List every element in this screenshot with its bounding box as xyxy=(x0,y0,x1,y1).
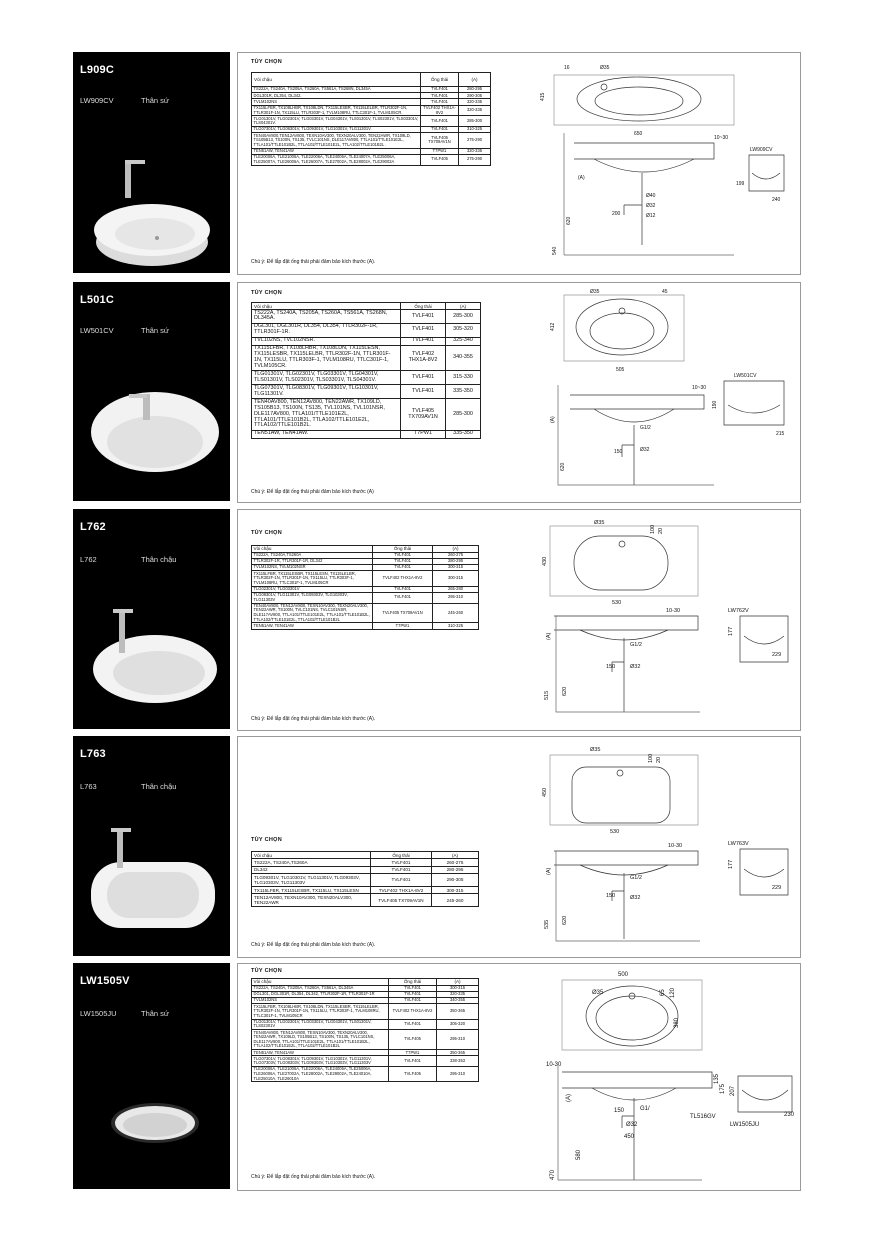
dim-label: LW762V xyxy=(728,608,749,614)
dim-label: Ø32 xyxy=(626,1122,638,1128)
faucet-cell: DL342 xyxy=(252,866,371,873)
product-code: L909C xyxy=(80,64,115,76)
dim-label: 100 xyxy=(650,524,656,534)
a-cell: 305-320 xyxy=(446,323,481,337)
dim-label: 415 xyxy=(540,92,546,101)
table-row xyxy=(252,571,479,586)
dim-label: 10-30 xyxy=(666,608,681,614)
table-row xyxy=(252,371,481,385)
drain-cell: T7PW1 xyxy=(389,1050,437,1056)
dim-label: 620 xyxy=(566,216,572,225)
faucet-cell: TLG09301V, TLG11301V, TLG09303V, TLG10303V, TLG11303V xyxy=(252,592,373,603)
col-header: (A) xyxy=(432,852,479,859)
a-cell: 340-355 xyxy=(446,345,481,371)
dim-label: 10-30 xyxy=(668,843,683,849)
sub-code: LW501CV xyxy=(80,326,114,335)
options-title: TÙY CHỌN xyxy=(251,59,283,65)
faucet-cell: TS222A, TS240A, TS205A, TS260A, TS561A, TS268N, DL345A xyxy=(252,87,421,93)
a-cell: 275-290 xyxy=(459,154,491,165)
a-cell: 310-325 xyxy=(433,623,479,629)
dim-label: 10~30 xyxy=(692,385,707,391)
a-cell: 320-335 xyxy=(459,99,491,105)
dim-label: 150 xyxy=(606,664,616,670)
drain-cell: TVLF401 xyxy=(373,558,433,564)
product-code: LW1505V xyxy=(80,975,130,987)
dim-label: 200 xyxy=(612,211,621,217)
options-title: TÙY CHỌN xyxy=(251,968,283,974)
col-header: (A) xyxy=(446,303,481,310)
dim-label: 100 xyxy=(648,753,654,763)
faucet-cell: TS222A, TS240A,TS260A xyxy=(252,552,373,558)
product-l762 xyxy=(73,509,801,729)
faucet-cell: TX115LFBR, TX115LESBR, TX115LU, TX115LESN xyxy=(252,887,371,894)
table-row xyxy=(252,323,481,337)
drain-cell: TVLF402 THX1A-8V2 xyxy=(373,571,433,586)
dim-label: 10~30 xyxy=(714,135,729,141)
dim-label: 150 xyxy=(614,1108,625,1114)
dim-label: Ø35 xyxy=(594,520,605,526)
dim-label: 199 xyxy=(736,181,745,187)
dim-label: 540 xyxy=(552,246,558,255)
dim-label: Ø35 xyxy=(590,747,601,753)
drain-cell: TVLF405 TX709AV1N xyxy=(401,399,446,431)
drain-cell: TVLF401 xyxy=(401,371,446,385)
dim-label: 177 xyxy=(728,626,734,636)
dim-label: G1/2 xyxy=(630,875,642,881)
a-cell: 300-315 xyxy=(437,985,479,991)
drain-cell: TVLF401 xyxy=(389,998,437,1004)
drain-cell: TVLF401 xyxy=(401,337,446,345)
install-note: Chú ý: Để lắp đặt ống thải phải đảm bảo kích thước (A). xyxy=(251,942,376,948)
a-cell: 340-355 xyxy=(437,998,479,1004)
table-row xyxy=(252,1056,479,1067)
dim-label: 620 xyxy=(562,686,568,696)
a-cell: 300-315 xyxy=(433,571,479,586)
faucet-cell: TVLM102NS xyxy=(252,998,389,1004)
product-photo-panel xyxy=(73,736,230,956)
table-row xyxy=(252,337,481,345)
drain-cell: T7PW1 xyxy=(373,623,433,629)
dim-label: 412 xyxy=(550,322,556,331)
spec-table xyxy=(251,302,481,439)
drain-cell: TVLF401 xyxy=(371,859,432,866)
table-row xyxy=(252,399,481,431)
faucet-cell: TLG01301V, TLG02301V, TLG03301V, TLG04301V, TLS01301V, TLS02301V xyxy=(252,1019,389,1030)
a-cell: 280-295 xyxy=(432,866,479,873)
faucet-cell: TVLM102NS, TVLM102NSR xyxy=(252,565,373,571)
dim-label: 20 xyxy=(658,527,664,534)
product-l763 xyxy=(73,736,801,956)
dim-label: 135 xyxy=(714,1073,720,1084)
dim-label: 150 xyxy=(614,449,623,455)
basin-photo xyxy=(73,963,230,1189)
faucet-cell: TEN51AW, TEN41AW xyxy=(252,623,373,629)
a-cell: 325-340 xyxy=(446,337,481,345)
dim-label: 380 xyxy=(674,1017,680,1028)
table-row xyxy=(252,603,479,623)
faucet-cell: TEN51AW, TEN41AW. xyxy=(252,430,401,438)
drain-cell: TVLF401 xyxy=(421,87,459,93)
basin-photo xyxy=(73,509,230,729)
col-header: Vòi chậu xyxy=(252,73,421,87)
table-row xyxy=(252,1067,479,1082)
dim-label: 207 xyxy=(730,1085,736,1096)
drain-cell: TVLF401 xyxy=(389,991,437,997)
drain-cell: TVLF402 THX1A-8V2 xyxy=(371,887,432,894)
faucet-cell: TS222A, TS240A, TS205A, TS260A, TS561A, DL345A xyxy=(252,985,389,991)
table-row xyxy=(252,345,481,371)
dim-label: (A) xyxy=(546,867,552,875)
drain-cell: TVLF405 xyxy=(421,154,459,165)
dim-label: 500 xyxy=(618,972,629,978)
dim-label: Ø35 xyxy=(592,990,604,996)
drain-cell: TVLF401 xyxy=(401,323,446,337)
install-note: Chú ý: Để lắp đặt ống thải phải đảm bảo kích thước (A). xyxy=(251,716,376,722)
dim-label: 120 xyxy=(670,987,676,998)
table-row xyxy=(252,887,479,894)
spec-table xyxy=(251,851,479,907)
table-row xyxy=(252,1030,479,1050)
faucet-cell: TLG07301V, TLG08301V, TLG09301V, TLG10301V, TLG11301V. xyxy=(252,385,401,399)
drain-cell: TVLF401 xyxy=(421,127,459,133)
faucet-cell: TLE20006A, TLE21006A, TLE22006A, TLE24006A, TLE24007A, TLE25006A, TLE25007A, TLE26006A, TLE26007A, TLE27002A, TLE28002A, TLE29002A xyxy=(252,154,421,165)
technical-drawing xyxy=(542,966,798,1188)
dim-label: 177 xyxy=(728,859,734,869)
drain-cell: TVLF401 xyxy=(421,116,459,127)
faucet-cell: TX115LFBR, TX115LESBR, TX115LESN, TX115LELBR, TTLR302F-1N, TTLR301F-1N, TX115LU, TTLR303F-1, TVLM108RU, TTLC301F-1, TVLM105CR xyxy=(252,571,373,586)
options-title: TÙY CHỌN xyxy=(251,530,283,536)
a-cell: 275-290 xyxy=(459,133,491,148)
sub-code: L763 xyxy=(80,782,97,791)
dim-label: 530 xyxy=(610,829,620,835)
dim-label: G1/ xyxy=(640,1106,650,1112)
dim-label: 580 xyxy=(576,1149,582,1160)
spec-panel xyxy=(237,282,801,503)
table-row xyxy=(252,1019,479,1030)
product-lw1505v xyxy=(73,963,801,1189)
dim-label: Ø35 xyxy=(590,289,600,295)
a-cell: 305-320 xyxy=(437,1019,479,1030)
faucet-cell: TS222A, TS240A,TS260A xyxy=(252,859,371,866)
drain-cell: TVLF401 xyxy=(371,866,432,873)
dim-label: Ø32 xyxy=(630,895,641,901)
product-photo-panel xyxy=(73,509,230,729)
technical-drawing xyxy=(540,512,794,726)
spec-panel xyxy=(237,736,801,958)
dim-label: 16 xyxy=(564,65,570,71)
drain-cell: TVLF401 xyxy=(373,586,433,592)
faucet-cell: DGL301, DGL301R, DL354, DL342, TTLR302F-1R, TTLR301F-1R xyxy=(252,991,389,997)
technical-drawing xyxy=(534,55,796,271)
faucet-cell: DGL301, DGL301R, DL354, DL354, TTLR302F-1R, TTLR301F-1R. xyxy=(252,323,401,337)
col-header: (A) xyxy=(433,546,479,553)
sub-code: LW909CV xyxy=(80,96,114,105)
product-l909c xyxy=(73,52,801,273)
sub-code: L762 xyxy=(80,555,97,564)
a-cell: 245-260 xyxy=(432,894,479,907)
col-header: Vòi chậu xyxy=(252,852,371,859)
dim-label: 450 xyxy=(624,1134,635,1140)
dim-label: 240 xyxy=(772,197,781,203)
dim-label: Ø12 xyxy=(646,213,656,219)
table-row xyxy=(252,1004,479,1019)
col-header: Ống thải xyxy=(389,979,437,986)
dim-label: 230 xyxy=(784,1112,795,1118)
drain-cell: TVLF401 xyxy=(373,565,433,571)
drain-cell: TVLF401 xyxy=(371,874,432,887)
col-header: Ống thải xyxy=(401,303,446,310)
product-photo-panel xyxy=(73,282,230,501)
a-cell: 300-315 xyxy=(433,565,479,571)
table-row xyxy=(252,866,479,873)
table-row xyxy=(252,430,481,438)
dim-label: 45 xyxy=(662,289,668,295)
spec-panel xyxy=(237,509,801,731)
options-title: TÙY CHỌN xyxy=(251,290,283,296)
a-cell: 335-350 xyxy=(446,430,481,438)
technical-drawing xyxy=(540,739,794,953)
a-cell: 285-300 xyxy=(459,116,491,127)
a-cell: 338-353 xyxy=(437,1056,479,1067)
dim-label: 229 xyxy=(772,885,782,891)
drain-cell: T7PW1 xyxy=(421,148,459,154)
product-code: L762 xyxy=(80,521,106,533)
table-row xyxy=(252,894,479,907)
faucet-cell: TEN51AW, TEN41AW xyxy=(252,1050,389,1056)
dim-label: (A) xyxy=(546,632,552,640)
faucet-cell: TLG01301V, TLG02301V, TLG03301V, TLG04301V, TLS01301V, TLS02301V, TLS03301V, TLS04301V. xyxy=(252,371,401,385)
drain-cell: TVLF401 xyxy=(373,552,433,558)
drain-cell: TVLF401 xyxy=(389,985,437,991)
drain-cell: TVLF401 xyxy=(421,99,459,105)
a-cell: 295-310 xyxy=(437,1030,479,1050)
col-header: Vòi chậu xyxy=(252,303,401,310)
faucet-cell: DGL301R, DL354, DL342. xyxy=(252,93,421,99)
dim-label: G1/2 xyxy=(630,642,642,648)
drain-cell: TVLF405 TX709AV1N xyxy=(371,894,432,907)
a-cell: 335-350 xyxy=(446,385,481,399)
options-title: TÙY CHỌN xyxy=(251,837,283,843)
dim-label: 470 xyxy=(550,1169,556,1180)
a-cell: 295-310 xyxy=(433,592,479,603)
install-note: Chú ý: Để lắp đặt ống thải phải đảm bảo kích thước (A) xyxy=(251,489,374,495)
dim-label: TL516GV xyxy=(690,1114,716,1120)
drain-cell: TVLF401 xyxy=(373,592,433,603)
drain-cell: TVLF405 xyxy=(389,1030,437,1050)
dim-label: (A) xyxy=(566,1094,572,1102)
dim-label: 190 xyxy=(712,400,718,409)
faucet-cell: TLG07301V, TLG08301V, TLG09301V, TLG10301V, TLG11301V. xyxy=(252,127,421,133)
a-cell: 350-365 xyxy=(437,1050,479,1056)
drain-cell: TVLF401 xyxy=(421,93,459,99)
table-row xyxy=(252,105,491,116)
spec-table xyxy=(251,545,479,630)
table-row xyxy=(252,623,479,629)
dim-label: LW1505JU xyxy=(730,1122,760,1128)
dim-label: Ø35 xyxy=(600,65,610,71)
a-cell: 310-325 xyxy=(459,127,491,133)
dim-label: LW909CV xyxy=(750,147,773,153)
faucet-cell: TEN12AV800, TEXN10AV300, TEXN20ALV300, TEN22AWR xyxy=(252,894,371,907)
faucet-cell: TEN40AV800, TEN12AV800, TEN22AWR, TX109LD, TS105B13, TS100N, TS135, TVL101NS, TVL101NSR, DLE117AV800, TTLA101/TTLE101E2L, TTLA101/TTLE101B2L, TTLA102/TTLE101E2L, TTLA102/TTLE101B2L. xyxy=(252,399,401,431)
dim-label: 215 xyxy=(776,431,785,437)
faucet-cell: TLG09301V, TLG10301V, TLG11301V, TLG09303V, TLG10303V, TLG11303V xyxy=(252,874,371,887)
a-cell: 265-280 xyxy=(433,586,479,592)
dim-label: Ø32 xyxy=(630,664,641,670)
faucet-cell: TLE20006A, TLE21006A, TLE22006A, TLE24006A, TLE25006A, TLE26006A, TLE27002A, TLE28002A, TLE29002A, TLE24010A, TLE25010A, TLE26010A xyxy=(252,1067,389,1082)
sub-type: Thân sứ xyxy=(141,96,169,105)
col-header: Ống thải xyxy=(421,73,459,87)
sub-type: Thân chậu xyxy=(141,555,177,564)
dim-label: Ø40 xyxy=(646,193,656,199)
sub-type: Thân sứ xyxy=(141,1009,169,1018)
a-cell: 320-335 xyxy=(459,148,491,154)
a-cell: 295-310 xyxy=(437,1067,479,1082)
dim-label: Ø32 xyxy=(646,203,656,209)
product-code: L501C xyxy=(80,294,115,306)
col-header: Ống thải xyxy=(373,546,433,553)
col-header: (A) xyxy=(459,73,491,87)
drain-cell: TVLF405 xyxy=(389,1067,437,1082)
a-cell: 290-305 xyxy=(432,874,479,887)
dim-label: 10-30 xyxy=(546,1062,562,1068)
a-cell: 260-275 xyxy=(432,859,479,866)
product-photo-panel xyxy=(73,52,230,273)
table-row xyxy=(252,592,479,603)
col-header: Ống thải xyxy=(371,852,432,859)
spec-table xyxy=(251,72,491,166)
col-header: (A) xyxy=(437,979,479,986)
spec-panel xyxy=(237,52,801,275)
faucet-cell: TEN40AV800, TEN12AV800, TEXN10AV300, TEXN20ALV300, TEN22AWR, TS100N, TVLC101NS, TVLC101NSR, DLE117AV800, TTLA101/TTLE101E2L, TTLA101/TTLE101B2L, TTLA102/TTLE101E2L, TTLA102/TTLE101B2L xyxy=(252,603,373,623)
dim-label: LW501CV xyxy=(734,373,757,379)
table-row xyxy=(252,133,491,148)
install-note: Chú ý: Để lắp đặt ống thải phải đảm bảo kích thước (A). xyxy=(251,259,376,265)
col-header: Vòi chậu xyxy=(252,546,373,553)
dim-label: 20 xyxy=(656,756,662,763)
dim-label: 650 xyxy=(634,131,643,137)
dim-label: 515 xyxy=(544,690,550,700)
faucet-cell: TEN40AV800, TEN12AV800, TEXN10AV300, TEXN20ALV300, TEN22AWR, TX109LD, TS105B13, TS100N, TS135, TVLC101NS, DLE117AV800, TTLA101/TTLE101E2L, TTLA101/TTLE101B2L, TTLA102/TTLE101E2L, TTLA102/TTLE101B2L xyxy=(252,1030,389,1050)
faucet-cell: TEN51AW, TEN41AW xyxy=(252,148,421,154)
drain-cell: TVLF401 xyxy=(389,1056,437,1067)
a-cell: 260-275 xyxy=(433,552,479,558)
dim-label: 229 xyxy=(772,652,782,658)
dim-label: 535 xyxy=(544,919,550,929)
drain-cell: TVLF405 TX709AV1N xyxy=(373,603,433,623)
drain-cell: TVLF401 xyxy=(389,1019,437,1030)
a-cell: 290-305 xyxy=(459,93,491,99)
faucet-cell: TTLR302F-1R, TTLR301F-1R, DL342 xyxy=(252,558,373,564)
dim-label: 175 xyxy=(720,1083,726,1094)
sub-code: LW1505JU xyxy=(80,1009,117,1018)
faucet-cell: TVLM102NS xyxy=(252,99,421,105)
sub-type: Thân chậu xyxy=(141,782,177,791)
col-header: Vòi chậu xyxy=(252,979,389,986)
faucet-cell: TLG01301V, TLG02301V, TLG03301V, TLG04301V, TLS01301V, TLS02301V, TLS03301V, TLS04301V. xyxy=(252,116,421,127)
technical-drawing xyxy=(544,285,794,499)
a-cell: 245-260 xyxy=(433,603,479,623)
install-note: Chú ý: Để lắp đặt ống thải phải đảm bảo kích thước (A). xyxy=(251,1174,376,1180)
drain-cell: TVLF402 THX1A-8V2 xyxy=(401,345,446,371)
dim-label: 150 xyxy=(606,893,616,899)
faucet-cell: TVL102NS, TVL102NSR. xyxy=(252,337,401,345)
product-code: L763 xyxy=(80,748,106,760)
table-row xyxy=(252,310,481,324)
a-cell: 315-330 xyxy=(446,371,481,385)
a-cell: 285-300 xyxy=(446,310,481,324)
a-cell: 280-295 xyxy=(459,87,491,93)
drain-cell: TVLF402 THX1A-8V2 xyxy=(389,1004,437,1019)
spec-table xyxy=(251,978,479,1082)
faucet-cell: TEN40AV800,TEN12AV800, TEXN10AV300, TEXN20ALV300, TEN22AWR, TX109LD, TS105B13, TS100N, TS135, TVLC101NS, DLE117AV800, TTLA101/TTLE101E2L, TTLA101/TTLE101B2L, TTLA102/TTLE101E2L, TTLA102/TTLE101B2L . xyxy=(252,133,421,148)
table-row xyxy=(252,154,491,165)
basin-photo xyxy=(73,282,230,501)
faucet-cell: TLG02301V, TLG03301V xyxy=(252,586,373,592)
drain-cell: TVLF405 TX709AV1N xyxy=(421,133,459,148)
basin-photo xyxy=(73,52,230,273)
a-cell: 350-365 xyxy=(437,1004,479,1019)
table-row xyxy=(252,116,491,127)
dim-label: (A) xyxy=(578,175,585,181)
dim-label: Ø32 xyxy=(640,447,650,453)
a-cell: 280-295 xyxy=(433,558,479,564)
faucet-cell: TX115LFBR, TX108LHBR, TX108LDN, TX115LESBR, TX115LELBR, TTLR302F-1N, TTLR301F-1N, TX115LU, TTLR303F-1, TVLM108RU, TTLC301F-1, TVLM105CR xyxy=(252,1004,389,1019)
table-row xyxy=(252,385,481,399)
dim-label: (A) xyxy=(550,416,556,423)
drain-cell: T7PW1 xyxy=(401,430,446,438)
product-photo-panel xyxy=(73,963,230,1189)
faucet-cell: TX115LFBR, TX108LHBR, TX108LDN, TX115LESBR, TX115LELBR, TTLR302F-1N, TTLR301F-1N, TX115LU, TTLR303F-1, TVLM108RU, TTLC301F-1, TVLM105CR. xyxy=(252,105,421,116)
a-cell: 300-315 xyxy=(432,887,479,894)
product-l501c xyxy=(73,282,801,501)
spec-panel xyxy=(237,963,801,1191)
a-cell: 320-335 xyxy=(437,991,479,997)
drain-cell: TVLF401 xyxy=(401,310,446,324)
dim-label: 620 xyxy=(560,462,566,471)
sub-type: Thân sứ xyxy=(141,326,169,335)
a-cell: 320-335 xyxy=(459,105,491,116)
dim-label: 430 xyxy=(542,556,548,566)
dim-label: LW763V xyxy=(728,841,749,847)
dim-label: 505 xyxy=(616,367,625,373)
dim-label: 530 xyxy=(612,600,622,606)
dim-label: 620 xyxy=(562,915,568,925)
faucet-cell: TX115LFBR, TX108LHBR, TX108LDN, TX115LESN, TX115LESBR, TX115LELBR, TTLR302F-1N, TTLR301F-1N, TX115LU, TTLR303F-1, TVLM108RU, TTLC301F-1, TVLM105CR. xyxy=(252,345,401,371)
basin-photo xyxy=(73,736,230,956)
faucet-cell: TS222A, TS240A, TS205A, TS260A, TS561A, TS268N, DL345A. xyxy=(252,310,401,324)
dim-label: G1/2 xyxy=(640,425,651,431)
table-row xyxy=(252,859,479,866)
drain-cell: TVLF401 xyxy=(401,385,446,399)
drain-cell: TVLF402 THX1A-8V2 xyxy=(421,105,459,116)
table-row xyxy=(252,874,479,887)
a-cell: 285-300 xyxy=(446,399,481,431)
dim-label: 65 xyxy=(660,989,666,996)
faucet-cell: TLG07301V, TLG08301V, TLG09301V, TLG10301V, TLG11301V, TLG07303V, TLG08303V, TLG09303V, TLG10303V, TLG11303V xyxy=(252,1056,389,1067)
dim-label: 450 xyxy=(542,787,548,797)
